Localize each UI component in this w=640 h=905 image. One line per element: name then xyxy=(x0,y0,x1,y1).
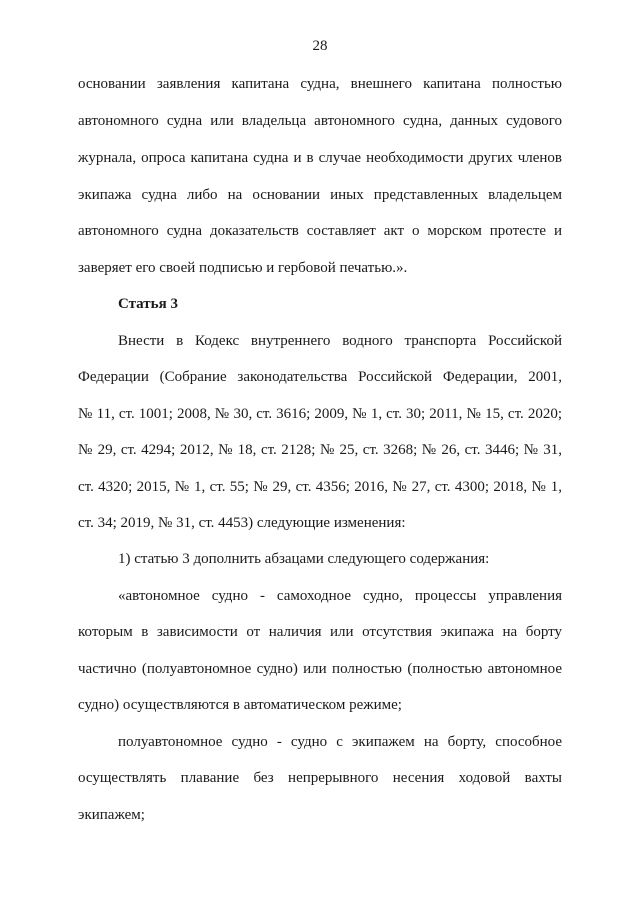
text-line: № 11, ст. 1001; 2008, № 30, ст. 3616; 2009, № 1, ст. 30; 2011, № 15, ст. 2020; xyxy=(78,406,562,422)
text-line: заверяет его своей подписью и гербовой печатью.». xyxy=(78,260,408,276)
text-line: ст. 4320; 2015, № 1, ст. 55; № 29, ст. 4356; 2016, № 27, ст. 4300; 2018, № 1, xyxy=(78,479,562,495)
text-line: полуавтономное судно - судно с экипажем на борту, способное xyxy=(118,734,562,750)
text-line: судно) осуществляются в автоматическом режиме; xyxy=(78,697,402,713)
text-line: основании заявления капитана судна, внешнего капитана полностью xyxy=(78,76,562,92)
text-line: Внести в Кодекс внутреннего водного транспорта Российской xyxy=(118,333,562,349)
text-line: журнала, опроса капитана судна и в случае необходимости других членов xyxy=(78,150,562,166)
article-heading: Статья 3 xyxy=(118,296,178,312)
text-line: № 29, ст. 4294; 2012, № 18, ст. 2128; № 25, ст. 3268; № 26, ст. 3446; № 31, xyxy=(78,442,562,458)
text-line: которым в зависимости от наличия или отсутствия экипажа на борту xyxy=(78,624,562,640)
text-line: экипажем; xyxy=(78,807,145,823)
text-line: осуществлять плавание без непрерывного несения ходовой вахты xyxy=(78,770,562,786)
text-line: автономного судна доказательств составляет акт о морском протесте и xyxy=(78,223,562,239)
page-number: 28 xyxy=(312,38,328,54)
text-line: «автономное судно - самоходное судно, процессы управления xyxy=(118,588,562,604)
text-line: ст. 34; 2019, № 31, ст. 4453) следующие изменения: xyxy=(78,515,406,531)
text-line: частично (полуавтономное судно) или полностью (полностью автономное xyxy=(78,661,562,677)
text-line: экипажа судна либо на основании иных представленных владельцем xyxy=(78,187,562,203)
list-item: 1) статью 3 дополнить абзацами следующего содержания: xyxy=(118,551,490,567)
text-line: Федерации (Собрание законодательства Российской Федерации, 2001, xyxy=(78,369,562,385)
text-line: автономного судна или владельца автономного судна, данных судового xyxy=(78,113,562,129)
